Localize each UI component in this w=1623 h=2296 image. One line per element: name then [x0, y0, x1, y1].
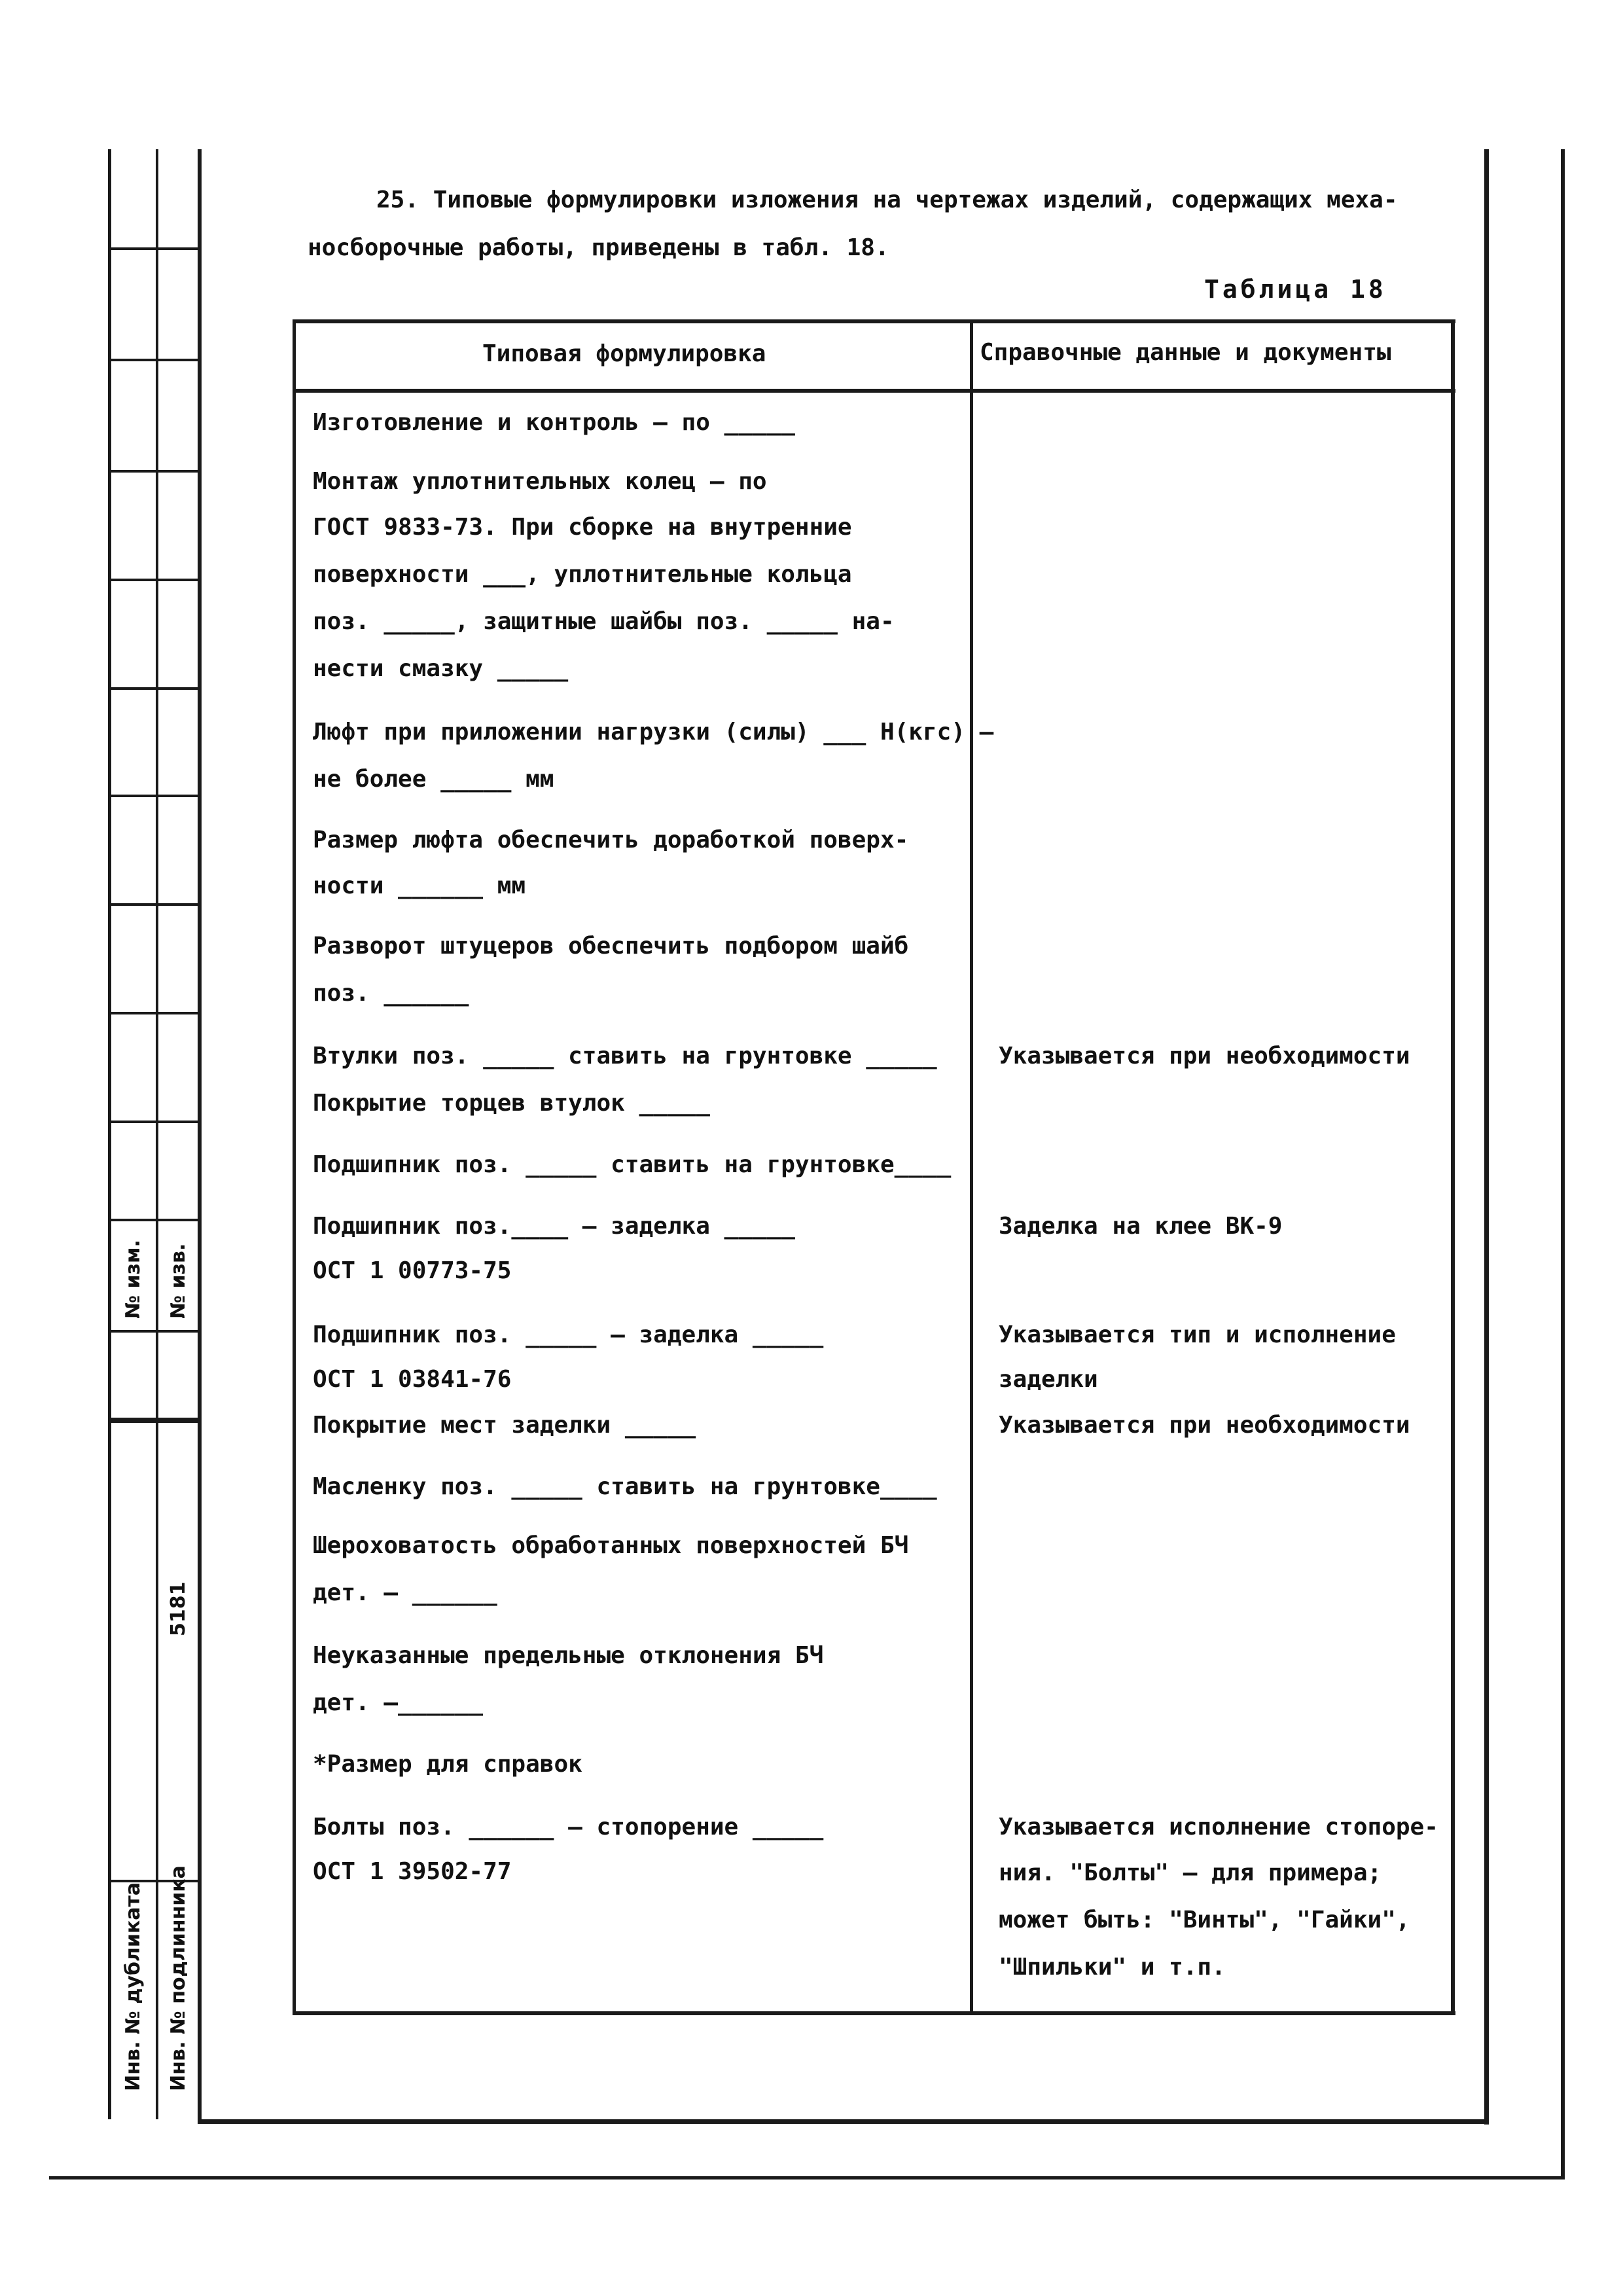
- table-header-rule: [293, 389, 1455, 393]
- formulation-line: Шероховатость обработанных поверхностей БЧ: [313, 1532, 909, 1559]
- formulation-line: Изготовление и контроль – по _____: [313, 409, 795, 436]
- formulation-line: Подшипник поз. _____ ставить на грунтовке____: [313, 1151, 952, 1178]
- frame-right-outer: [1561, 149, 1565, 2179]
- sidebar-rule: [108, 579, 202, 581]
- table-left-border: [293, 319, 296, 2015]
- reference-line: Указывается тип и исполнение: [999, 1321, 1396, 1348]
- header-formulation: Типовая формулировка: [482, 340, 766, 367]
- reference-line: заделки: [999, 1366, 1098, 1393]
- frame-bottom-inner: [198, 2119, 1489, 2124]
- sidebar-rule: [108, 1219, 202, 1221]
- formulation-line: поз. ______: [313, 980, 469, 1007]
- sidebar-rule: [108, 470, 202, 473]
- notice-number-label: № изв.: [167, 1243, 190, 1319]
- sidebar-rule: [108, 795, 202, 797]
- formulation-line: ности ______ мм: [313, 872, 526, 899]
- formulation-line: нести смазку _____: [313, 655, 569, 682]
- formulation-line: Втулки поз. _____ ставить на грунтовке _____: [313, 1043, 937, 1069]
- table-caption: Таблица 18: [1204, 275, 1387, 304]
- sidebar-rule: [108, 359, 202, 361]
- reference-line: ния. "Болты" – для примера;: [999, 1859, 1382, 1886]
- formulation-line: Покрытие торцев втулок _____: [313, 1090, 710, 1117]
- formulation-line: Болты поз. ______ – стопорение _____: [313, 1814, 824, 1840]
- doc-number-label: 5181: [167, 1581, 190, 1636]
- table-bottom-border: [293, 2011, 1455, 2015]
- formulation-line: ГОСТ 9833-73. При сборке на внутренние: [313, 514, 852, 541]
- formulation-line: Люфт при приложении нагрузки (силы) ___ Н(кгс) –: [313, 719, 994, 745]
- formulation-line: дет. – ______: [313, 1579, 497, 1606]
- formulation-line: не более _____ мм: [313, 766, 554, 793]
- formulation-line: Неуказанные предельные отклонения БЧ: [313, 1642, 824, 1669]
- frame-bottom-outer: [49, 2176, 1565, 2179]
- reference-line: Указывается при необходимости: [999, 1043, 1410, 1069]
- formulation-line: Масленку поз. _____ ставить на грунтовке____: [313, 1473, 937, 1500]
- formulation-line: Монтаж уплотнительных колец – по: [313, 468, 767, 495]
- sidebar-rule: [108, 247, 202, 250]
- formulation-line: поз. _____, защитные шайбы поз. _____ на-: [313, 608, 895, 635]
- formulation-line: ОСТ 1 00773-75: [313, 1257, 512, 1284]
- formulation-line: дет. –______: [313, 1689, 484, 1716]
- original-inventory-label: Инв. № подлинника: [167, 1865, 190, 2091]
- sidebar-rule: [108, 687, 202, 690]
- footnote-line: *Размер для справок: [313, 1751, 582, 1778]
- frame-sidebar-divider: [156, 149, 158, 2119]
- formulation-line: Размер люфта обеспечить доработкой поверх-: [313, 827, 909, 853]
- frame-left-outer: [108, 149, 111, 2119]
- formulation-line: ОСТ 1 39502-77: [313, 1858, 512, 1885]
- frame-right-inner: [1484, 149, 1489, 2125]
- reference-line: Указывается исполнение стопоре-: [999, 1814, 1438, 1840]
- table-right-border: [1451, 319, 1455, 2015]
- duplicate-inventory-label: Инв. № дубликата: [122, 1882, 145, 2091]
- formulation-line: Покрытие мест заделки _____: [313, 1412, 696, 1439]
- table-column-divider: [970, 319, 973, 2015]
- sidebar-rule: [108, 1012, 202, 1014]
- header-reference: Справочные данные и документы: [980, 339, 1391, 366]
- formulation-line: Подшипник поз.____ – заделка _____: [313, 1213, 795, 1240]
- reference-line: Заделка на клее ВК-9: [999, 1213, 1283, 1240]
- reference-line: Указывается при необходимости: [999, 1412, 1410, 1439]
- intro-line-1: 25. Типовые формулировки изложения на чертежах изделий, содержащих меха-: [376, 187, 1398, 213]
- intro-line-2: носборочные работы, приведены в табл. 18.: [308, 234, 889, 261]
- sidebar-rule: [108, 1121, 202, 1123]
- reference-line: "Шпильки" и т.п.: [999, 1954, 1226, 1981]
- formulation-line: ОСТ 1 03841-76: [313, 1366, 512, 1393]
- reference-line: может быть: "Винты", "Гайки",: [999, 1907, 1410, 1933]
- frame-left-inner: [198, 149, 202, 2119]
- formulation-line: Разворот штуцеров обеспечить подбором шайб: [313, 933, 909, 960]
- sidebar-rule: [108, 1330, 202, 1333]
- formulation-line: поверхности ___, уплотнительные кольца: [313, 561, 852, 588]
- sidebar-rule: [108, 903, 202, 906]
- sidebar-rule: [108, 1420, 202, 1423]
- formulation-line: Подшипник поз. _____ – заделка _____: [313, 1321, 824, 1348]
- change-number-label: № изм.: [122, 1240, 145, 1319]
- table-top-border: [293, 319, 1455, 323]
